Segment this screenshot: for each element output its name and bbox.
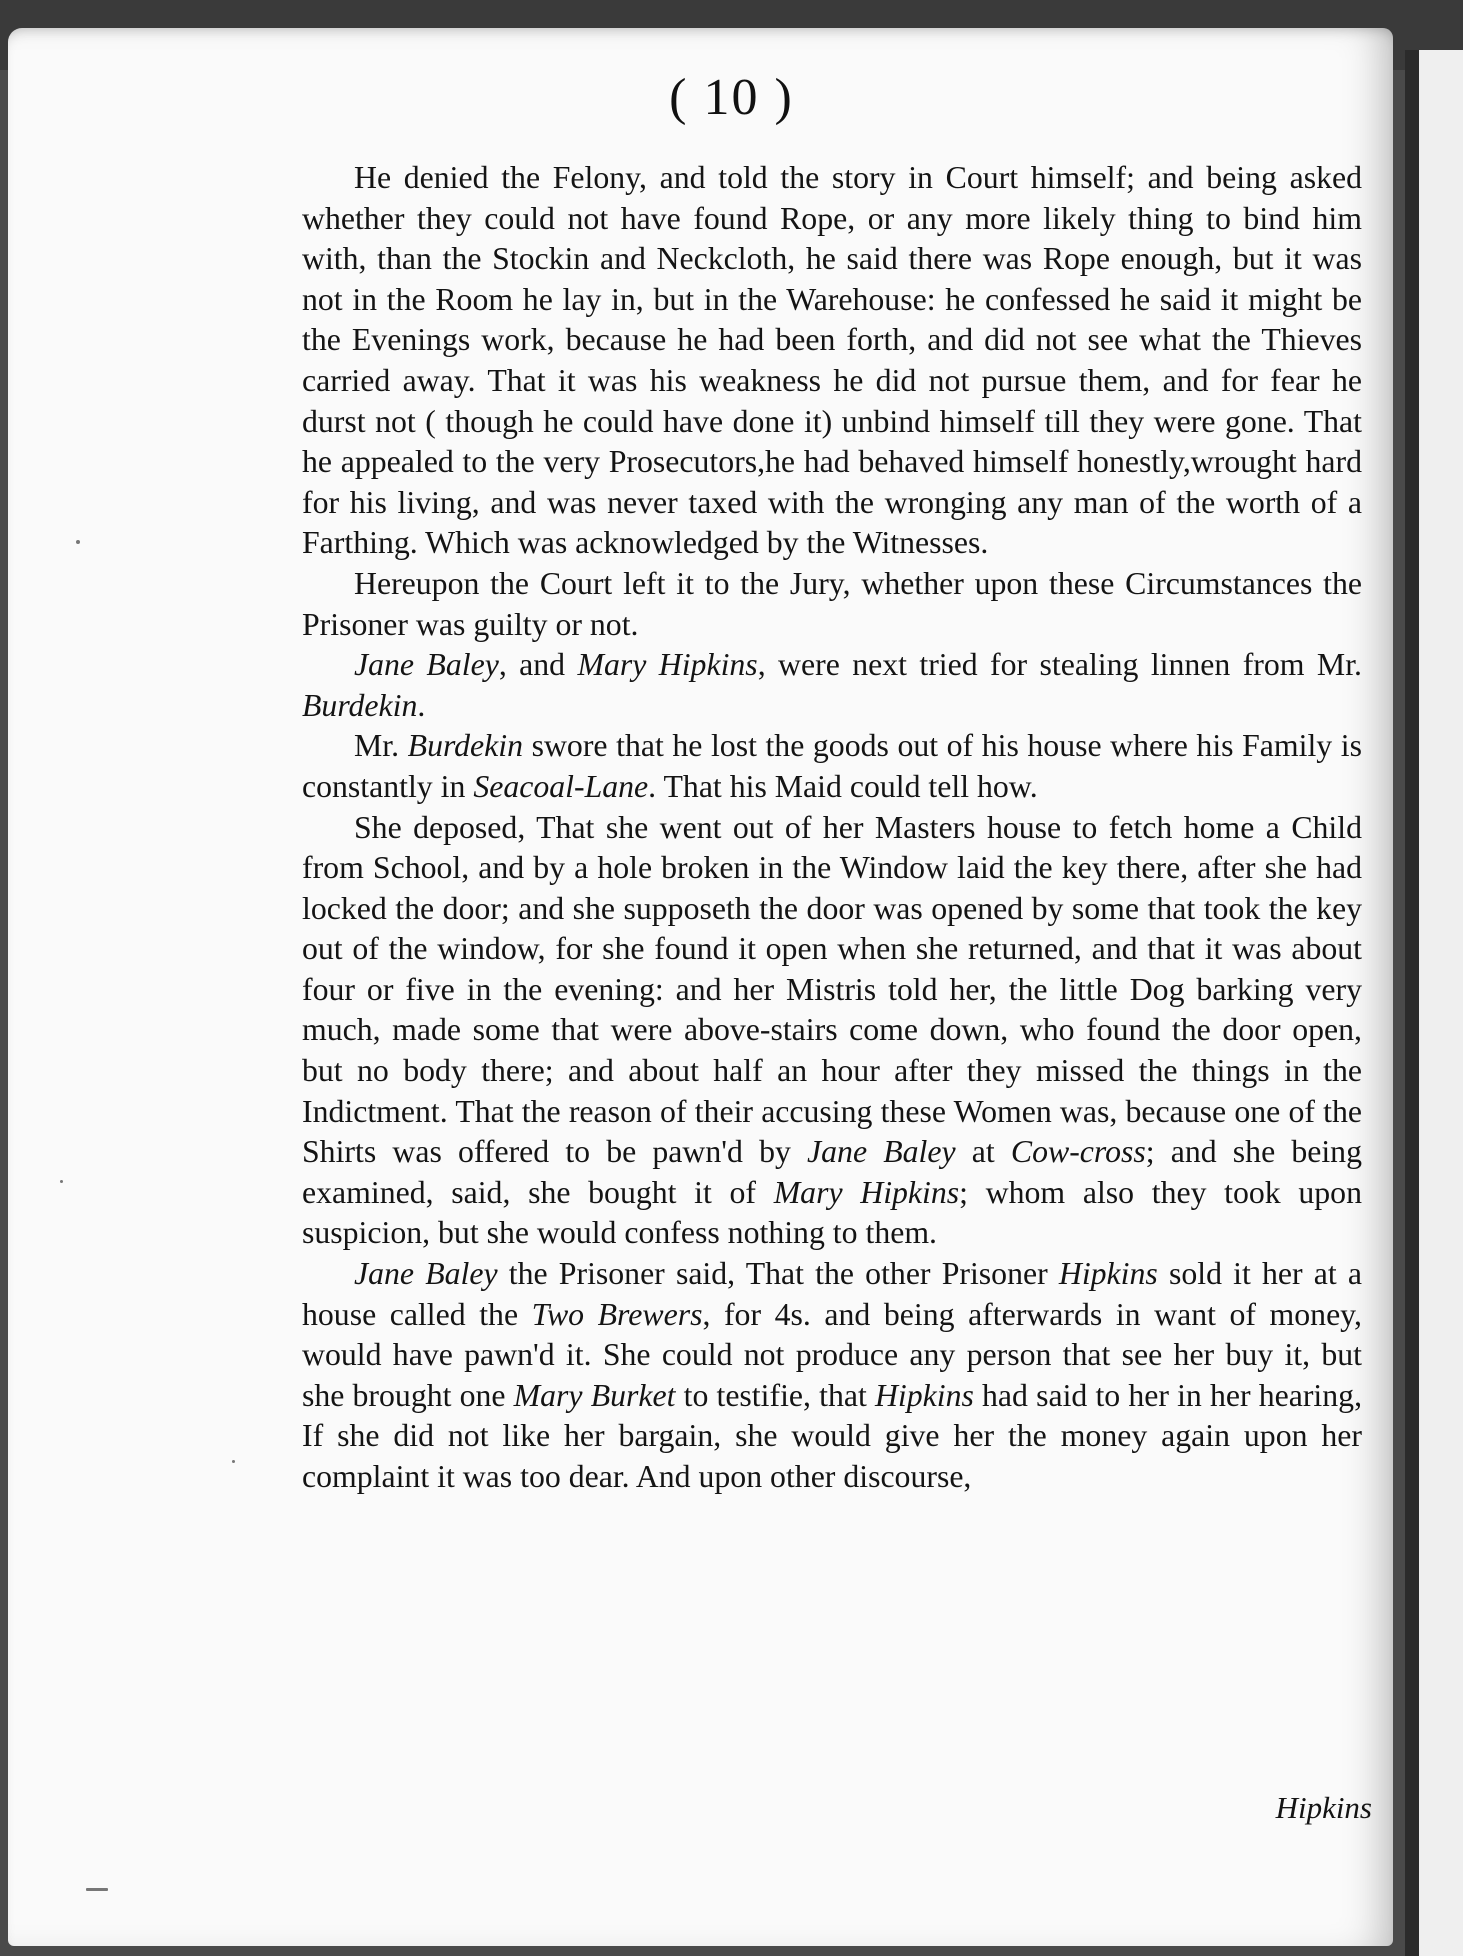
paragraph (302, 1254, 1362, 1498)
italic-text: Mary Hipkins (577, 647, 758, 683)
text-segment: Mr. (354, 728, 408, 764)
text-segment: , and (498, 647, 578, 683)
italic-text: Burdekin (407, 728, 524, 764)
paragraph (302, 808, 1362, 1255)
text-segment: Hereupon the Court left it to the Jury, whether upon these Circumstances the Prisoner was guilty or not. (302, 565, 1362, 642)
scan-speck (60, 1180, 63, 1183)
italic-text: Hipkins (874, 1377, 974, 1413)
text-segment: . (417, 687, 426, 723)
paragraph (302, 564, 1362, 645)
text-segment: ; and she being examined, said, she bought it of (302, 1134, 1362, 1210)
text-segment: sold it her at a house called the (302, 1256, 1362, 1332)
italic-text: Two Brewers (531, 1296, 703, 1332)
italic-text: Mary Hipkins (773, 1174, 960, 1210)
text-segment: , were next tried for stealing linnen from Mr. (757, 647, 1362, 683)
text-segment: at (955, 1134, 1011, 1170)
text-segment: She deposed, That she went out of her Masters house to fetch home a Child from School, and by a hole broken in the Window laid the key there, after she had locked the door; and she supposeth the door was opened by some that took the key out of the window, for she found it open when she returned, and that it was about four or five in the evening: and her Mistris told her, the little Dog barking very much, made some that were above-stairs come down, who found the door open, but no body there; and about half an hour after they missed the things in the Indictment. That the reason of their accusing these Women was, because one of the Shirts was offered to be pawn'd by (302, 809, 1362, 1170)
adjacent-page-edge (1405, 50, 1463, 1956)
page-text (302, 158, 1362, 1498)
italic-text: Cow-cross (1010, 1134, 1146, 1170)
italic-text: Jane Baley (807, 1134, 956, 1170)
italic-text: Seacoal-Lane (473, 768, 649, 804)
text-segment: . That his Maid could tell how. (648, 768, 1038, 804)
text-segment: had said to her in her hearing, If she did not like her bargain, she would give her the money again upon her complaint it was too dear. And upon other discourse, (302, 1377, 1363, 1494)
scan-speck (76, 540, 80, 544)
catchword: Hipkins (1275, 1790, 1372, 1825)
scan-speck (232, 1460, 235, 1463)
scan-mark (86, 1888, 108, 1891)
paragraph (302, 645, 1362, 726)
italic-text: Mary Burket (513, 1377, 676, 1413)
italic-text: Jane Baley (354, 1256, 498, 1292)
paragraph (302, 158, 1362, 564)
italic-text: Burdekin (302, 687, 418, 723)
text-segment: to testifie, that (675, 1377, 875, 1413)
text-segment: He denied the Felony, and told the story in Court himself; and being asked whether they could not have found Rope, or any more likely thing to bind him with, than the Stockin and Neckcloth, he said there was Rope enough, but it was not in the Room he lay in, but in the Warehouse: he confessed he said it might be the Evenings work, because he had been forth, and did not see what the Thieves carried away. That it was his weakness he did not pursue them, and for fear he durst not ( though he could have done it) unbind himself till they were gone. That he appealed to the very Prosecutors,he had behaved himself honestly,wrought hard for his living, and was never taxed with the wronging any man of the worth of a Farthing. Which was acknowledged by the Witnesses. (302, 160, 1362, 561)
italic-text: Jane Baley (354, 647, 499, 683)
text-segment: the Prisoner said, That the other Prisoner (497, 1256, 1059, 1292)
italic-text: Hipkins (1058, 1256, 1158, 1292)
text-segment: ; whom also they took upon suspicion, but she would confess nothing to them. (302, 1174, 1362, 1251)
text-segment: , for 4s. and being afterwards in want of money, would have pawn'd it. She could not produce any person that see her buy it, but she brought one (302, 1296, 1362, 1413)
text-segment: swore that he lost the goods out of his house where his Family is constantly in (302, 728, 1362, 804)
page-number: ( 10 ) (669, 69, 794, 126)
paragraph (302, 726, 1362, 807)
